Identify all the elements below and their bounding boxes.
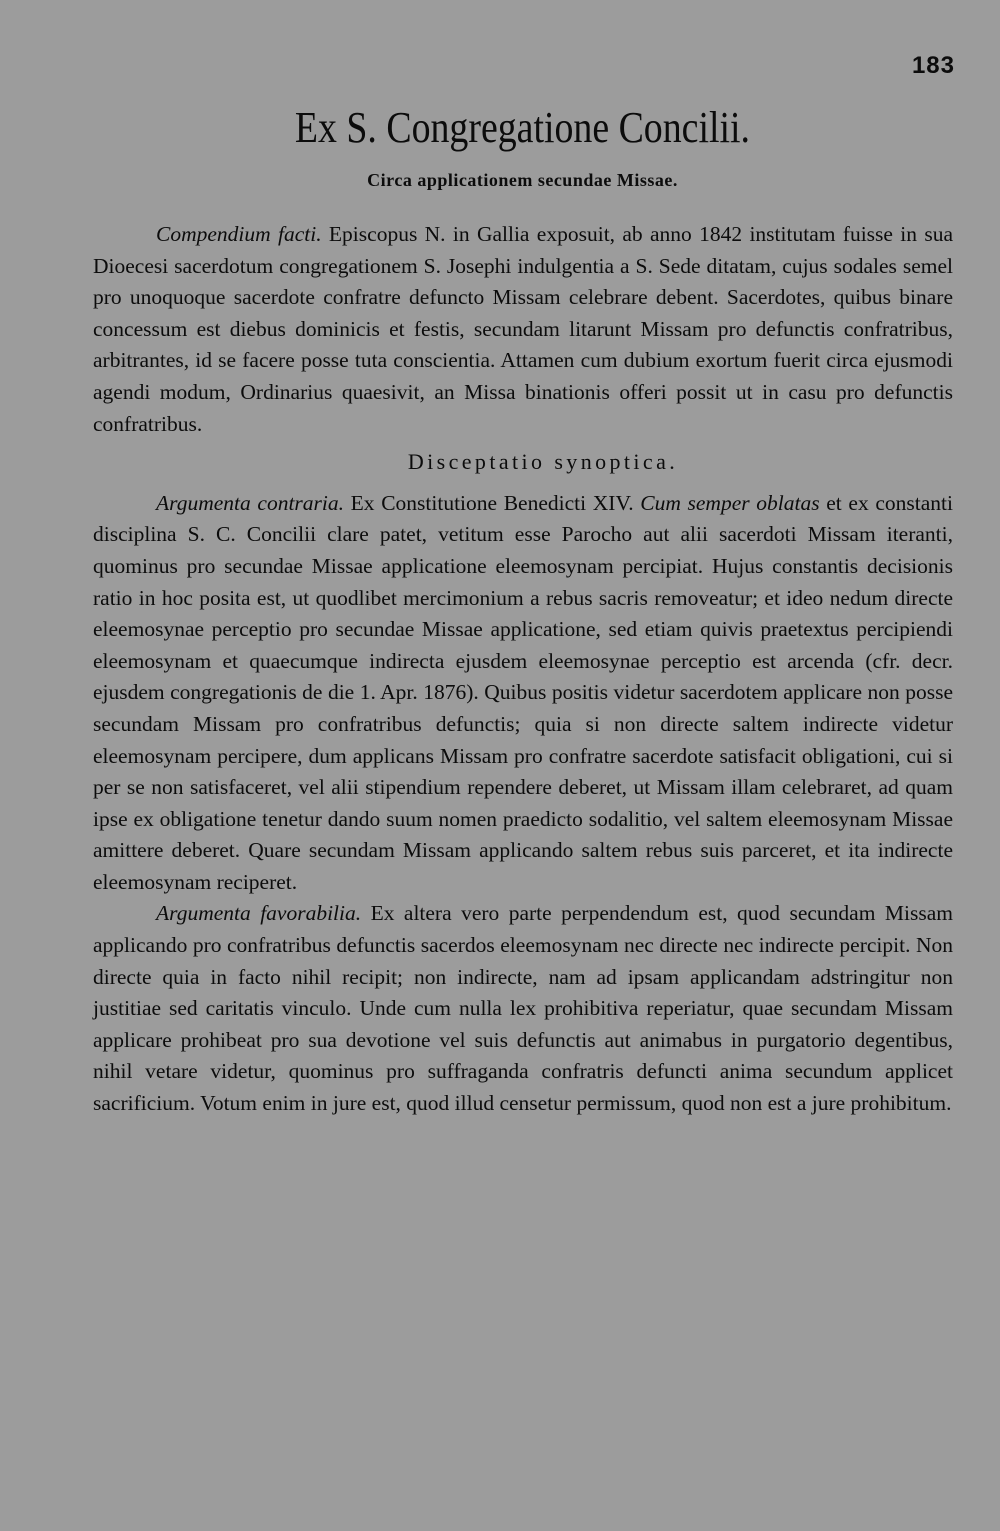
page-number: 183: [911, 52, 955, 79]
page-title: Ex S. Congregatione Concilii.: [294, 103, 750, 152]
paragraph-lead: Argumenta favorabilia.: [156, 901, 362, 926]
document-body: [93, 219, 953, 1120]
paragraph-lead: Compendium facti.: [156, 222, 322, 246]
paragraph-text: Ex Constitutione Benedicti XIV.: [344, 490, 634, 515]
paragraph-argumenta-favorabilia: [93, 898, 953, 1119]
paragraph-compendium: [93, 219, 953, 440]
paragraph-text: Episcopus N. in Gallia exposuit, ab anno 1842 institutam fuisse in sua Dioecesi sacerdotum congregationem S. Josephi indulgentia a S. Sede ditatam, cujus sodales semel pro unoquoque sacerdote confratre defuncto Missam celebrare debent. Sacerdotes, quibus binare concessum est diebus dominicis et festis, secundam litarunt Missam pro defunctis confratribus, arbitrantes, id se facere posse tuta conscientia. Attamen cum dubium exortum fuerit circa ejusmodi agendi modum, Ordinarius quaesivit, an Missa binationis offeri possit ut in casu pro defunctis confratribus.: [93, 222, 954, 436]
paragraph-argumenta-contraria: [93, 488, 953, 899]
section-heading: Disceptatio synoptica.: [407, 449, 679, 475]
paragraph-text-continued: et ex constanti disciplina S. C. Concilii clare patet, vetitum esse Parocho aut alii sacerdoti Missam iteranti, quominus pro secundae Missae applicatione eleemosynam percipiat. Hujus constantis decisionis ratio in hoc posita est, ut quodlibet mercimonium a rebus sacris removeatur; et ideo nedum directe eleemosynae perceptio pro secundae Missae applicatione, sed etiam quivis praetextus percipiendi eleemosynam et quaecumque indirecta ejusdem eleemosynae perceptio est arcenda (cfr. decr. ejusdem congregationis de die 1. Apr. 1876). Quibus positis videtur sacerdotem applicare non posse secundam Missam pro confratribus defunctis; quia si non directe saltem indirecte videtur eleemosynam percipere, dum applicans Missam pro confratre sacerdote satisfacit obligationi, cui si per se non satisfaceret, vel alii stipendium rependere deberet, ut Missam illam celebraret, ad quam ipse ex obligatione tenetur dando suum nomen praedicto sodalitio, vel saltem eleemosynam Missae amittere deberet. Quare secundam Missam applicando saltem rebus suis parceret, et ita indirecte eleemosynam reciperet.: [93, 490, 953, 894]
paragraph-lead-citation: Cum semper oblatas: [633, 490, 820, 515]
paragraph-text: Ex altera vero parte perpendendum est, quod secundam Missam applicando pro confratribus defunctis sacerdos eleemosynam nec directe nec indirecte percipit. Non directe quia in facto nihil recipit; non indirecte, nam ad ipsam applicandam adstringitur non justitiae sed caritatis vinculo. Unde cum nulla lex prohibitiva reperiatur, quae secundam Missam applicare prohibeat pro sua devotione vel suis defunctis aut animabus in purgatorio degentibus, nihil vetare videtur, quominus pro suffraganda confratris defuncti anima secundum applicet sacrificium. Votum enim in jure est, quod illud censetur permissum, quod non est a jure prohibitum.: [93, 901, 953, 1116]
page-subtitle: Circa applicationem secundae Missae.: [367, 170, 678, 190]
paragraph-lead: Argumenta contraria.: [156, 490, 344, 515]
